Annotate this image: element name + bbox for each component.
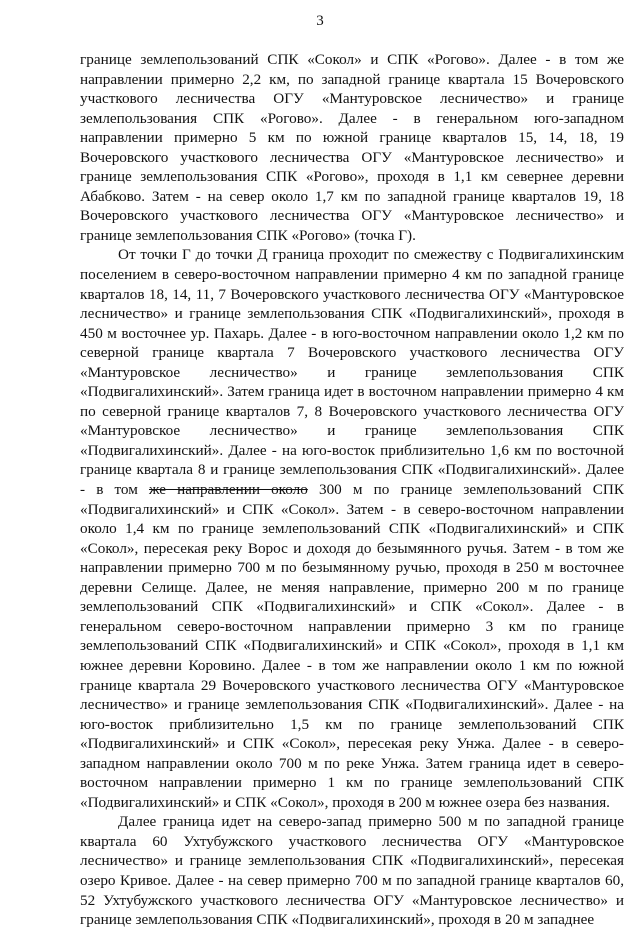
paragraph-1: границе землепользований СПК «Сокол» и СПК «Рогово». Далее - в том же направлении примерно 2,2 км, по западной границе квартала 15 Вочеровского участкового лесничества ОГУ «Мантуровское лесничество» и границе землепользования СПК «Рогово». Далее - в генеральном юго-западном направлении примерно 5 км по южной границе кварталов 15, 14, 18, 19 Вочеровского участкового лесничества ОГУ «Мантуровское лесничество» и границе землепользования СПК «Рогово», проходя в 1,1 км севернее деревни Абабково. Затем - на север около 1,7 км по западной границе кварталов 19, 18 Вочеровского участкового лесничества ОГУ «Мантуровское лесничество» и границе землепользования СПК «Рогово» (точка Г). (80, 51, 624, 244)
struck-text: же направлении около (148, 481, 308, 499)
paragraph-2 (80, 245, 624, 812)
document-body (80, 50, 624, 930)
paragraph-2-part-2: 300 м по границе землепользований СПК «Подвигалихинский» и СПК «Сокол». Затем - в северо-восточном направлении около 1,4 км по границе землепользований СПК «Подвигалихинский» и СПК «Сокол», пересекая реку Ворос и доходя до безымянного ручья. Затем - в том же направлении примерно 700 м по безымянному ручью, проходя в 250 м восточнее деревни Селище. Далее, не меняя направление, примерно 200 м по границе землепользований СПК «Подвигалихинский» и СПК «Сокол». Далее - в генеральном северо-восточном направлении примерно 3 км по границе землепользований СПК «Подвигалихинский» и СПК «Сокол», проходя в 1,1 км южнее деревни Коровино. Далее - в том же направлении около 1 км по южной границе квартала 29 Вочеровского участкового лесничества ОГУ «Мантуровское лесничество» и границе землепользования СПК «Подвигалихинский». Далее - на юго-восток приблизительно 1,5 км по границе землепользований СПК «Подвигалихинский» и СПК «Сокол», пересекая реку Унжа. Далее - в северо-западном направлении около 700 м по реке Унжа. Затем граница идет в северо-восточном направлении примерно 1 км по границе землепользований СПК «Подвигалихинский» и СПК «Сокол», проходя в 200 м южнее озера без названия. (80, 481, 624, 811)
page-number: 3 (316, 13, 324, 29)
paragraph-3: Далее граница идет на северо-запад примерно 500 м по западной границе квартала 60 Ухтубужского участкового лесничества ОГУ «Мантуровское лесничество» и границе землепользования СПК «Подвигалихинский», пересекая озеро Кривое. Далее - на север примерно 700 м по западной границе кварталов 60, 52 Ухтубужского участкового лесничества ОГУ «Мантуровское лесничество» и границе землепользования СПК «Подвигалихинский», проходя в 20 м западнее (80, 813, 624, 929)
paragraph-2-part-1: От точки Г до точки Д граница проходит по смежеству с Подвигалихинским поселением в северо-восточном направлении примерно 4 км по западной границе кварталов 18, 14, 11, 7 Вочеровского участкового лесничества ОГУ «Мантуровское лесничество» и границе землепользования СПК «Подвигалихинский», проходя в 450 м восточнее ур. Пахарь. Далее - в юго-восточном направлении около 1,2 км по северной границе квартала 7 Вочеровского участкового лесничества ОГУ «Мантуровское лесничество» и границе землепользования СПК «Подвигалихинский». Затем граница идет в восточном направлении примерно 4 км по северной границе кварталов 7, 8 Вочеровского участкового лесничества ОГУ «Мантуровское лесничество» и границе землепользования СПК «Подвигалихинский». Далее - на юго-восток приблизительно 1,6 км по восточной границе квартала 8 и границе землепользования СПК «Подвигалихинский». Далее - в том (80, 246, 624, 499)
